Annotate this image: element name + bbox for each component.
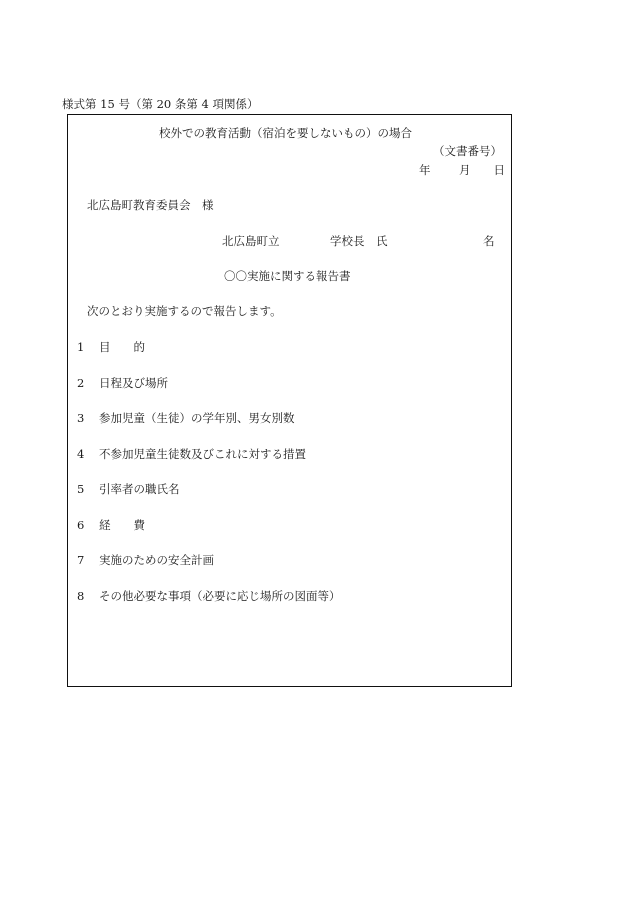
- item-number: 3: [77, 411, 85, 425]
- report-form-box: [67, 114, 512, 687]
- date-day-label: 日: [493, 163, 505, 177]
- list-item: [77, 378, 168, 390]
- list-item: [77, 449, 306, 461]
- form-title: 校外での教育活動（宿泊を要しないもの）の場合: [159, 126, 412, 140]
- sender-principal-label: 学校長 氏: [330, 234, 388, 248]
- list-item: [77, 484, 180, 496]
- item-number: 8: [77, 589, 85, 603]
- form-number-label: 様式第 15 号（第 20 条第 4 項関係）: [62, 97, 259, 111]
- date-month-label: 月: [459, 163, 471, 177]
- item-number: 4: [77, 447, 85, 461]
- addressee: 北広島町教育委員会 様: [87, 198, 214, 212]
- item-text: 不参加児童生徒数及びこれに対する措置: [99, 447, 306, 461]
- list-item: [77, 413, 295, 425]
- sender-name-suffix: 名: [483, 234, 495, 248]
- list-item: [77, 342, 145, 354]
- item-text: 参加児童（生徒）の学年別、男女別数: [99, 411, 295, 425]
- date-year-label: 年: [419, 163, 431, 177]
- item-number: 6: [77, 518, 85, 532]
- item-number: 5: [77, 482, 85, 496]
- document-number-label: （文書番号）: [433, 144, 502, 158]
- item-number: 1: [77, 340, 85, 354]
- item-number: 7: [77, 553, 85, 567]
- sender-school-label: 北広島町立: [222, 234, 280, 248]
- item-text: 日程及び場所: [99, 376, 168, 390]
- item-text: 引率者の職氏名: [99, 482, 180, 496]
- report-title: 〇〇実施に関する報告書: [224, 269, 351, 283]
- intro-text: 次のとおり実施するので報告します。: [87, 304, 282, 318]
- list-item: [77, 591, 341, 603]
- list-item: [77, 520, 145, 532]
- item-number: 2: [77, 376, 85, 390]
- item-text: 経 費: [99, 518, 145, 532]
- list-item: [77, 555, 214, 567]
- item-text: 実施のための安全計画: [99, 553, 214, 567]
- item-text: その他必要な事項（必要に応じ場所の図面等）: [99, 589, 341, 603]
- item-text: 目 的: [99, 340, 145, 354]
